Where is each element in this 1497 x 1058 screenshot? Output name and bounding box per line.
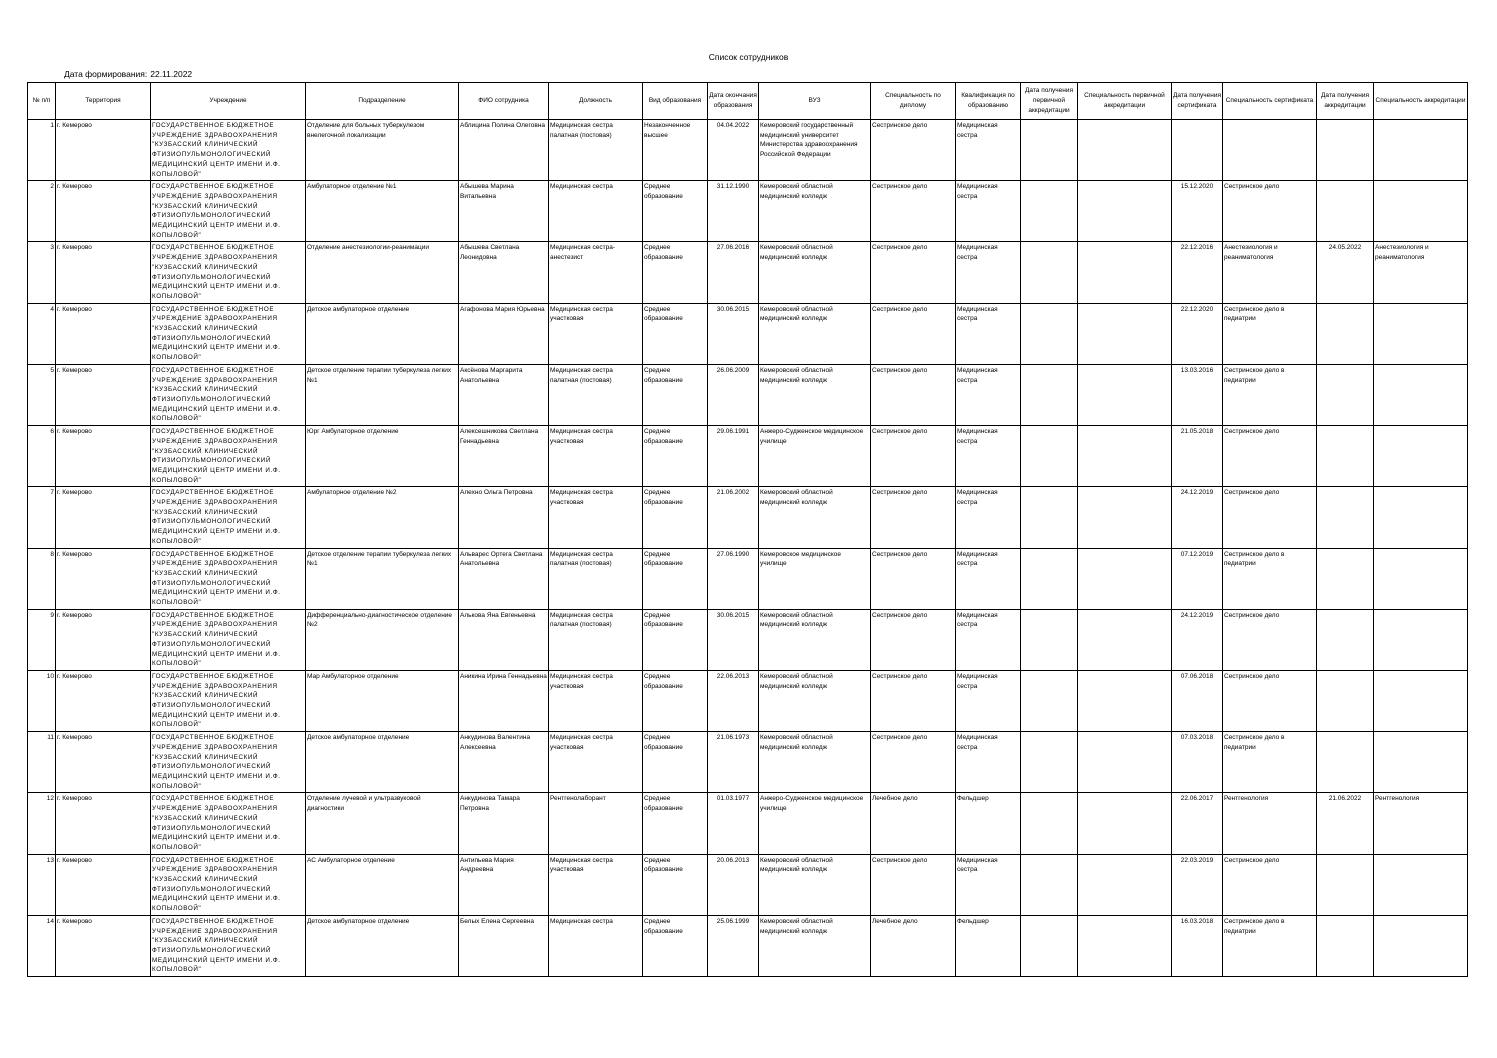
- cell-row-number: 4: [28, 303, 56, 364]
- cell-university: Кемеровский областной медицинский колледж: [759, 242, 871, 303]
- cell-employee-name: Абышева Светлана Леонидовна: [459, 242, 549, 303]
- column-header: № п/п: [28, 83, 56, 120]
- cell-accreditation-specialty: [1374, 670, 1468, 731]
- cell-primary-accreditation-date: [1021, 426, 1078, 487]
- cell-position: Медицинская сестра: [549, 915, 643, 976]
- cell-department: Детское амбулаторное отделение: [306, 732, 459, 793]
- column-header: Подразделение: [306, 83, 459, 120]
- cell-university: Кемеровский областной медицинский колледж: [759, 303, 871, 364]
- cell-primary-accreditation-date: [1021, 120, 1078, 181]
- cell-accreditation-specialty: [1374, 487, 1468, 548]
- cell-university: Кемеровский областной медицинский колледж: [759, 732, 871, 793]
- cell-accreditation-date: 24.05.2022: [1317, 242, 1374, 303]
- cell-territory: г. Кемерово: [56, 670, 151, 731]
- cell-education-type: Среднее образование: [643, 854, 708, 915]
- cell-qualification: Медицинская сестра: [956, 120, 1021, 181]
- cell-education-type: Среднее образование: [643, 732, 708, 793]
- cell-position: Медицинская сестра участковая: [549, 303, 643, 364]
- cell-university: Кемеровский государственный медицинский университет Министерства здравоохранения Российской Федерации: [759, 120, 871, 181]
- column-header: Должность: [549, 83, 643, 120]
- cell-primary-accreditation-date: [1021, 242, 1078, 303]
- cell-institution: ГОСУДАРСТВЕННОЕ БЮДЖЕТНОЕ УЧРЕЖДЕНИЕ ЗДРАВООХРАНЕНИЯ "КУЗБАССКИЙ КЛИНИЧЕСКИЙ ФТИЗИОПУЛЬМОНОЛОГИЧЕСКИЙ МЕДИЦИНСКИЙ ЦЕНТР ИМЕНИ И.Ф. КОПЫЛОВОЙ": [151, 487, 306, 548]
- cell-university: Кемеровский областной медицинский колледж: [759, 609, 871, 670]
- cell-territory: г. Кемерово: [56, 487, 151, 548]
- cell-diploma-specialty: Сестринское дело: [871, 854, 956, 915]
- cell-certificate-date: 24.12.2019: [1172, 487, 1223, 548]
- cell-diploma-specialty: Сестринское дело: [871, 181, 956, 242]
- page-title: Список сотрудников: [708, 52, 789, 62]
- cell-position: Медицинская сестра участковая: [549, 426, 643, 487]
- cell-graduation-date: 25.06.1999: [708, 915, 759, 976]
- column-header: Специальность сертификата: [1223, 83, 1317, 120]
- cell-university: Кемеровский областной медицинский колледж: [759, 915, 871, 976]
- table-row: [28, 915, 1468, 976]
- cell-graduation-date: 20.06.2013: [708, 854, 759, 915]
- cell-primary-accreditation-specialty: [1078, 854, 1172, 915]
- cell-diploma-specialty: Сестринское дело: [871, 732, 956, 793]
- cell-certificate-date: 16.03.2018: [1172, 915, 1223, 976]
- cell-department: Юрг Амбулаторное отделение: [306, 426, 459, 487]
- table-row: [28, 487, 1468, 548]
- cell-education-type: Среднее образование: [643, 426, 708, 487]
- cell-primary-accreditation-date: [1021, 732, 1078, 793]
- cell-primary-accreditation-specialty: [1078, 426, 1172, 487]
- cell-institution: ГОСУДАРСТВЕННОЕ БЮДЖЕТНОЕ УЧРЕЖДЕНИЕ ЗДРАВООХРАНЕНИЯ "КУЗБАССКИЙ КЛИНИЧЕСКИЙ ФТИЗИОПУЛЬМОНОЛОГИЧЕСКИЙ МЕДИЦИНСКИЙ ЦЕНТР ИМЕНИ И.Ф. КОПЫЛОВОЙ": [151, 181, 306, 242]
- cell-accreditation-specialty: [1374, 303, 1468, 364]
- cell-row-number: 7: [28, 487, 56, 548]
- cell-institution: ГОСУДАРСТВЕННОЕ БЮДЖЕТНОЕ УЧРЕЖДЕНИЕ ЗДРАВООХРАНЕНИЯ "КУЗБАССКИЙ КЛИНИЧЕСКИЙ ФТИЗИОПУЛЬМОНОЛОГИЧЕСКИЙ МЕДИЦИНСКИЙ ЦЕНТР ИМЕНИ И.Ф. КОПЫЛОВОЙ": [151, 732, 306, 793]
- cell-graduation-date: 30.06.2015: [708, 303, 759, 364]
- cell-row-number: 5: [28, 364, 56, 425]
- cell-department: Амбулаторное отделение №2: [306, 487, 459, 548]
- cell-accreditation-date: [1317, 548, 1374, 609]
- cell-diploma-specialty: Сестринское дело: [871, 120, 956, 181]
- cell-primary-accreditation-specialty: [1078, 793, 1172, 854]
- cell-education-type: Незаконченное высшее: [643, 120, 708, 181]
- cell-employee-name: Алехно Ольга Петровна: [459, 487, 549, 548]
- cell-row-number: 9: [28, 609, 56, 670]
- table-row: [28, 120, 1468, 181]
- cell-primary-accreditation-date: [1021, 548, 1078, 609]
- cell-employee-name: Антипьева Мария Андреевна: [459, 854, 549, 915]
- cell-primary-accreditation-specialty: [1078, 242, 1172, 303]
- cell-position: Рентгенолаборант: [549, 793, 643, 854]
- cell-territory: г. Кемерово: [56, 303, 151, 364]
- cell-employee-name: Аблицина Полина Олеговна: [459, 120, 549, 181]
- cell-education-type: Среднее образование: [643, 609, 708, 670]
- cell-certificate-specialty: Сестринское дело: [1223, 609, 1317, 670]
- cell-department: Детское амбулаторное отделение: [306, 915, 459, 976]
- cell-certificate-specialty: [1223, 120, 1317, 181]
- cell-diploma-specialty: Лечебное дело: [871, 793, 956, 854]
- cell-accreditation-date: [1317, 854, 1374, 915]
- cell-accreditation-specialty: [1374, 609, 1468, 670]
- column-header: Специальность по диплому: [871, 83, 956, 120]
- cell-territory: г. Кемерово: [56, 854, 151, 915]
- cell-education-type: Среднее образование: [643, 793, 708, 854]
- cell-position: Медицинская сестра участковая: [549, 732, 643, 793]
- cell-diploma-specialty: Сестринское дело: [871, 487, 956, 548]
- cell-qualification: Медицинская сестра: [956, 548, 1021, 609]
- table-row: [28, 670, 1468, 731]
- cell-diploma-specialty: Сестринское дело: [871, 303, 956, 364]
- table-row: [28, 303, 1468, 364]
- cell-department: Амбулаторное отделение №1: [306, 181, 459, 242]
- cell-department: Детское отделение терапии туберкулеза легких №1: [306, 548, 459, 609]
- table-row: [28, 364, 1468, 425]
- cell-position: Медицинская сестра палатная (постовая): [549, 609, 643, 670]
- cell-department: Детское амбулаторное отделение: [306, 303, 459, 364]
- cell-primary-accreditation-specialty: [1078, 181, 1172, 242]
- cell-graduation-date: 04.04.2022: [708, 120, 759, 181]
- cell-certificate-date: 13.03.2016: [1172, 364, 1223, 425]
- cell-primary-accreditation-date: [1021, 487, 1078, 548]
- cell-diploma-specialty: Сестринское дело: [871, 364, 956, 425]
- table-row: [28, 732, 1468, 793]
- report-date-label: Дата формирования:: [64, 69, 148, 79]
- cell-certificate-specialty: Сестринское дело в педиатрии: [1223, 915, 1317, 976]
- cell-primary-accreditation-date: [1021, 854, 1078, 915]
- cell-diploma-specialty: Сестринское дело: [871, 670, 956, 731]
- cell-certificate-date: 22.06.2017: [1172, 793, 1223, 854]
- cell-position: Медицинская сестра: [549, 181, 643, 242]
- column-header: Учреждение: [151, 83, 306, 120]
- column-header: Квалификация по образованию: [956, 83, 1021, 120]
- cell-institution: ГОСУДАРСТВЕННОЕ БЮДЖЕТНОЕ УЧРЕЖДЕНИЕ ЗДРАВООХРАНЕНИЯ "КУЗБАССКИЙ КЛИНИЧЕСКИЙ ФТИЗИОПУЛЬМОНОЛОГИЧЕСКИЙ МЕДИЦИНСКИЙ ЦЕНТР ИМЕНИ И.Ф. КОПЫЛОВОЙ": [151, 303, 306, 364]
- cell-certificate-specialty: Сестринское дело в педиатрии: [1223, 732, 1317, 793]
- cell-accreditation-date: [1317, 609, 1374, 670]
- table-row: [28, 181, 1468, 242]
- cell-university: Кемеровский областной медицинский колледж: [759, 364, 871, 425]
- cell-accreditation-specialty: [1374, 120, 1468, 181]
- cell-accreditation-date: [1317, 915, 1374, 976]
- cell-primary-accreditation-date: [1021, 364, 1078, 425]
- cell-institution: ГОСУДАРСТВЕННОЕ БЮДЖЕТНОЕ УЧРЕЖДЕНИЕ ЗДРАВООХРАНЕНИЯ "КУЗБАССКИЙ КЛИНИЧЕСКИЙ ФТИЗИОПУЛЬМОНОЛОГИЧЕСКИЙ МЕДИЦИНСКИЙ ЦЕНТР ИМЕНИ И.Ф. КОПЫЛОВОЙ": [151, 548, 306, 609]
- cell-certificate-specialty: Сестринское дело: [1223, 426, 1317, 487]
- cell-institution: ГОСУДАРСТВЕННОЕ БЮДЖЕТНОЕ УЧРЕЖДЕНИЕ ЗДРАВООХРАНЕНИЯ "КУЗБАССКИЙ КЛИНИЧЕСКИЙ ФТИЗИОПУЛЬМОНОЛОГИЧЕСКИЙ МЕДИЦИНСКИЙ ЦЕНТР ИМЕНИ И.Ф. КОПЫЛОВОЙ": [151, 120, 306, 181]
- cell-territory: г. Кемерово: [56, 120, 151, 181]
- table-row: [28, 609, 1468, 670]
- cell-institution: ГОСУДАРСТВЕННОЕ БЮДЖЕТНОЕ УЧРЕЖДЕНИЕ ЗДРАВООХРАНЕНИЯ "КУЗБАССКИЙ КЛИНИЧЕСКИЙ ФТИЗИОПУЛЬМОНОЛОГИЧЕСКИЙ МЕДИЦИНСКИЙ ЦЕНТР ИМЕНИ И.Ф. КОПЫЛОВОЙ": [151, 364, 306, 425]
- column-header: Специальность аккредитации: [1374, 83, 1468, 120]
- column-header: Территория: [56, 83, 151, 120]
- cell-territory: г. Кемерово: [56, 242, 151, 303]
- table-row: [28, 793, 1468, 854]
- cell-education-type: Среднее образование: [643, 487, 708, 548]
- cell-primary-accreditation-specialty: [1078, 670, 1172, 731]
- cell-graduation-date: 27.06.2016: [708, 242, 759, 303]
- cell-primary-accreditation-specialty: [1078, 120, 1172, 181]
- cell-territory: г. Кемерово: [56, 426, 151, 487]
- cell-certificate-date: 22.12.2020: [1172, 303, 1223, 364]
- cell-accreditation-date: [1317, 120, 1374, 181]
- cell-territory: г. Кемерово: [56, 181, 151, 242]
- cell-department: Детское отделение терапии туберкулеза легких №1: [306, 364, 459, 425]
- cell-row-number: 8: [28, 548, 56, 609]
- cell-accreditation-specialty: Рентгенология: [1374, 793, 1468, 854]
- cell-university: Кемеровский областной медицинский колледж: [759, 670, 871, 731]
- column-header: Вид образования: [643, 83, 708, 120]
- cell-certificate-specialty: Сестринское дело: [1223, 854, 1317, 915]
- cell-primary-accreditation-specialty: [1078, 732, 1172, 793]
- cell-accreditation-date: [1317, 670, 1374, 731]
- cell-education-type: Среднее образование: [643, 670, 708, 731]
- cell-university: Кемеровский областной медицинский колледж: [759, 854, 871, 915]
- cell-accreditation-specialty: [1374, 426, 1468, 487]
- cell-employee-name: Анкудинова Тамара Петровна: [459, 793, 549, 854]
- employees-table: [27, 82, 1468, 977]
- table-body: [28, 120, 1468, 977]
- cell-employee-name: Белых Елена Сергеевна: [459, 915, 549, 976]
- cell-graduation-date: 21.06.2002: [708, 487, 759, 548]
- cell-accreditation-date: [1317, 732, 1374, 793]
- cell-qualification: Медицинская сестра: [956, 609, 1021, 670]
- cell-education-type: Среднее образование: [643, 915, 708, 976]
- cell-certificate-date: 22.03.2019: [1172, 854, 1223, 915]
- cell-institution: ГОСУДАРСТВЕННОЕ БЮДЖЕТНОЕ УЧРЕЖДЕНИЕ ЗДРАВООХРАНЕНИЯ "КУЗБАССКИЙ КЛИНИЧЕСКИЙ ФТИЗИОПУЛЬМОНОЛОГИЧЕСКИЙ МЕДИЦИНСКИЙ ЦЕНТР ИМЕНИ И.Ф. КОПЫЛОВОЙ": [151, 793, 306, 854]
- cell-institution: ГОСУДАРСТВЕННОЕ БЮДЖЕТНОЕ УЧРЕЖДЕНИЕ ЗДРАВООХРАНЕНИЯ "КУЗБАССКИЙ КЛИНИЧЕСКИЙ ФТИЗИОПУЛЬМОНОЛОГИЧЕСКИЙ МЕДИЦИНСКИЙ ЦЕНТР ИМЕНИ И.Ф. КОПЫЛОВОЙ": [151, 426, 306, 487]
- cell-primary-accreditation-specialty: [1078, 915, 1172, 976]
- cell-employee-name: Аникина Ирина Геннадьевна: [459, 670, 549, 731]
- cell-department: АС Амбулаторное отделение: [306, 854, 459, 915]
- cell-row-number: 6: [28, 426, 56, 487]
- cell-certificate-date: 07.06.2018: [1172, 670, 1223, 731]
- cell-qualification: Фельдшер: [956, 793, 1021, 854]
- cell-diploma-specialty: Сестринское дело: [871, 426, 956, 487]
- cell-certificate-specialty: Сестринское дело в педиатрии: [1223, 548, 1317, 609]
- cell-diploma-specialty: Лечебное дело: [871, 915, 956, 976]
- cell-qualification: Медицинская сестра: [956, 242, 1021, 303]
- cell-education-type: Среднее образование: [643, 548, 708, 609]
- cell-qualification: Медицинская сестра: [956, 487, 1021, 548]
- cell-primary-accreditation-specialty: [1078, 487, 1172, 548]
- cell-row-number: 10: [28, 670, 56, 731]
- cell-graduation-date: 27.06.1990: [708, 548, 759, 609]
- cell-qualification: Медицинская сестра: [956, 670, 1021, 731]
- cell-certificate-date: [1172, 120, 1223, 181]
- cell-education-type: Среднее образование: [643, 242, 708, 303]
- cell-employee-name: Алексешникова Светлана Геннадьевна: [459, 426, 549, 487]
- cell-accreditation-specialty: Анестезиология и реаниматология: [1374, 242, 1468, 303]
- table-header-row: [28, 83, 1468, 120]
- cell-primary-accreditation-specialty: [1078, 364, 1172, 425]
- cell-employee-name: Аксёнова Маргарита Анатольевна: [459, 364, 549, 425]
- cell-certificate-date: 07.03.2018: [1172, 732, 1223, 793]
- cell-department: Отделение анестезиологии-реанимации: [306, 242, 459, 303]
- cell-certificate-specialty: Сестринское дело в педиатрии: [1223, 364, 1317, 425]
- cell-university: Кемеровское медицинское училище: [759, 548, 871, 609]
- cell-accreditation-date: [1317, 303, 1374, 364]
- cell-certificate-date: 22.12.2016: [1172, 242, 1223, 303]
- cell-certificate-specialty: Сестринское дело: [1223, 670, 1317, 731]
- cell-certificate-specialty: Сестринское дело: [1223, 487, 1317, 548]
- cell-department: Отделение для больных туберкулезом внелегочной локализации: [306, 120, 459, 181]
- cell-department: Отделение лучевой и ультразвуковой диагностики: [306, 793, 459, 854]
- cell-position: Медицинская сестра участковая: [549, 670, 643, 731]
- cell-qualification: Медицинская сестра: [956, 732, 1021, 793]
- cell-position: Медицинская сестра участковая: [549, 854, 643, 915]
- cell-university: Кемеровский областной медицинский колледж: [759, 181, 871, 242]
- cell-department: Мар Амбулаторное отделение: [306, 670, 459, 731]
- cell-territory: г. Кемерово: [56, 364, 151, 425]
- cell-primary-accreditation-specialty: [1078, 548, 1172, 609]
- cell-employee-name: Альварес Ортега Светлана Анатольевна: [459, 548, 549, 609]
- cell-primary-accreditation-date: [1021, 181, 1078, 242]
- cell-employee-name: Анкудинова Валентина Алексеевна: [459, 732, 549, 793]
- column-header: Дата получения первичной аккредитации: [1021, 83, 1078, 120]
- cell-department: Дифференциально-диагностическое отделение №2: [306, 609, 459, 670]
- cell-graduation-date: 29.06.1991: [708, 426, 759, 487]
- cell-qualification: Медицинская сестра: [956, 364, 1021, 425]
- cell-education-type: Среднее образование: [643, 364, 708, 425]
- cell-university: Анжеро-Судженское медицинское училище: [759, 793, 871, 854]
- cell-institution: ГОСУДАРСТВЕННОЕ БЮДЖЕТНОЕ УЧРЕЖДЕНИЕ ЗДРАВООХРАНЕНИЯ "КУЗБАССКИЙ КЛИНИЧЕСКИЙ ФТИЗИОПУЛЬМОНОЛОГИЧЕСКИЙ МЕДИЦИНСКИЙ ЦЕНТР ИМЕНИ И.Ф. КОПЫЛОВОЙ": [151, 242, 306, 303]
- cell-certificate-date: 21.05.2018: [1172, 426, 1223, 487]
- cell-primary-accreditation-date: [1021, 793, 1078, 854]
- cell-qualification: Медицинская сестра: [956, 303, 1021, 364]
- cell-diploma-specialty: Сестринское дело: [871, 609, 956, 670]
- cell-position: Медицинская сестра палатная (постовая): [549, 364, 643, 425]
- cell-graduation-date: 30.06.2015: [708, 609, 759, 670]
- cell-primary-accreditation-specialty: [1078, 609, 1172, 670]
- cell-row-number: 3: [28, 242, 56, 303]
- cell-territory: г. Кемерово: [56, 609, 151, 670]
- cell-institution: ГОСУДАРСТВЕННОЕ БЮДЖЕТНОЕ УЧРЕЖДЕНИЕ ЗДРАВООХРАНЕНИЯ "КУЗБАССКИЙ КЛИНИЧЕСКИЙ ФТИЗИОПУЛЬМОНОЛОГИЧЕСКИЙ МЕДИЦИНСКИЙ ЦЕНТР ИМЕНИ И.Ф. КОПЫЛОВОЙ": [151, 609, 306, 670]
- column-header: ФИО сотрудника: [459, 83, 549, 120]
- cell-row-number: 13: [28, 854, 56, 915]
- cell-position: Медицинская сестра палатная (постовая): [549, 548, 643, 609]
- cell-territory: г. Кемерово: [56, 793, 151, 854]
- table-row: [28, 854, 1468, 915]
- cell-diploma-specialty: Сестринское дело: [871, 242, 956, 303]
- column-header: Дата окончания образования: [708, 83, 759, 120]
- cell-university: Кемеровский областной медицинский колледж: [759, 487, 871, 548]
- column-header: ВУЗ: [759, 83, 871, 120]
- cell-row-number: 1: [28, 120, 56, 181]
- cell-primary-accreditation-date: [1021, 670, 1078, 731]
- cell-qualification: Медицинская сестра: [956, 426, 1021, 487]
- cell-education-type: Среднее образование: [643, 181, 708, 242]
- report-date: [64, 69, 192, 79]
- cell-institution: ГОСУДАРСТВЕННОЕ БЮДЖЕТНОЕ УЧРЕЖДЕНИЕ ЗДРАВООХРАНЕНИЯ "КУЗБАССКИЙ КЛИНИЧЕСКИЙ ФТИЗИОПУЛЬМОНОЛОГИЧЕСКИЙ МЕДИЦИНСКИЙ ЦЕНТР ИМЕНИ И.Ф. КОПЫЛОВОЙ": [151, 670, 306, 731]
- cell-accreditation-specialty: [1374, 732, 1468, 793]
- cell-accreditation-date: 21.06.2022: [1317, 793, 1374, 854]
- cell-institution: ГОСУДАРСТВЕННОЕ БЮДЖЕТНОЕ УЧРЕЖДЕНИЕ ЗДРАВООХРАНЕНИЯ "КУЗБАССКИЙ КЛИНИЧЕСКИЙ ФТИЗИОПУЛЬМОНОЛОГИЧЕСКИЙ МЕДИЦИНСКИЙ ЦЕНТР ИМЕНИ И.Ф. КОПЫЛОВОЙ": [151, 854, 306, 915]
- cell-primary-accreditation-date: [1021, 303, 1078, 364]
- cell-accreditation-specialty: [1374, 548, 1468, 609]
- cell-territory: г. Кемерово: [56, 732, 151, 793]
- cell-primary-accreditation-date: [1021, 609, 1078, 670]
- cell-accreditation-date: [1317, 181, 1374, 242]
- cell-row-number: 12: [28, 793, 56, 854]
- cell-employee-name: Агафонова Мария Юрьевна: [459, 303, 549, 364]
- cell-employee-name: Абышева Марина Витальевна: [459, 181, 549, 242]
- cell-row-number: 2: [28, 181, 56, 242]
- table-row: [28, 242, 1468, 303]
- cell-certificate-specialty: Рентгенология: [1223, 793, 1317, 854]
- cell-certificate-date: 24.12.2019: [1172, 609, 1223, 670]
- cell-accreditation-specialty: [1374, 364, 1468, 425]
- cell-row-number: 11: [28, 732, 56, 793]
- cell-diploma-specialty: Сестринское дело: [871, 548, 956, 609]
- cell-institution: ГОСУДАРСТВЕННОЕ БЮДЖЕТНОЕ УЧРЕЖДЕНИЕ ЗДРАВООХРАНЕНИЯ "КУЗБАССКИЙ КЛИНИЧЕСКИЙ ФТИЗИОПУЛЬМОНОЛОГИЧЕСКИЙ МЕДИЦИНСКИЙ ЦЕНТР ИМЕНИ И.Ф. КОПЫЛОВОЙ": [151, 915, 306, 976]
- cell-graduation-date: 31.12.1990: [708, 181, 759, 242]
- cell-territory: г. Кемерово: [56, 548, 151, 609]
- cell-graduation-date: 21.06.1973: [708, 732, 759, 793]
- cell-position: Медицинская сестра-анестезист: [549, 242, 643, 303]
- report-date-value: 22.11.2022: [150, 69, 193, 79]
- cell-accreditation-date: [1317, 487, 1374, 548]
- cell-certificate-date: 07.12.2019: [1172, 548, 1223, 609]
- cell-certificate-specialty: Сестринское дело в педиатрии: [1223, 303, 1317, 364]
- cell-accreditation-specialty: [1374, 854, 1468, 915]
- cell-graduation-date: 01.03.1977: [708, 793, 759, 854]
- column-header: Дата получения сертификата: [1172, 83, 1223, 120]
- cell-graduation-date: 26.06.2009: [708, 364, 759, 425]
- cell-position: Медицинская сестра палатная (постовая): [549, 120, 643, 181]
- cell-accreditation-date: [1317, 364, 1374, 425]
- column-header: Дата получения аккредитации: [1317, 83, 1374, 120]
- cell-primary-accreditation-specialty: [1078, 303, 1172, 364]
- cell-row-number: 14: [28, 915, 56, 976]
- cell-graduation-date: 22.06.2013: [708, 670, 759, 731]
- cell-university: Анжеро-Судженское медицинское училище: [759, 426, 871, 487]
- cell-certificate-specialty: Сестринское дело: [1223, 181, 1317, 242]
- cell-employee-name: Алькова Яна Евгеньевна: [459, 609, 549, 670]
- cell-position: Медицинская сестра участковая: [549, 487, 643, 548]
- cell-primary-accreditation-date: [1021, 915, 1078, 976]
- cell-qualification: Медицинская сестра: [956, 181, 1021, 242]
- cell-territory: г. Кемерово: [56, 915, 151, 976]
- cell-certificate-date: 15.12.2020: [1172, 181, 1223, 242]
- cell-qualification: Медицинская сестра: [956, 854, 1021, 915]
- cell-accreditation-date: [1317, 426, 1374, 487]
- cell-qualification: Фельдшер: [956, 915, 1021, 976]
- cell-accreditation-specialty: [1374, 915, 1468, 976]
- column-header: Специальность первичной аккредитации: [1078, 83, 1172, 120]
- cell-education-type: Среднее образование: [643, 303, 708, 364]
- table-row: [28, 548, 1468, 609]
- table-row: [28, 426, 1468, 487]
- cell-accreditation-specialty: [1374, 181, 1468, 242]
- cell-certificate-specialty: Анестезиология и реаниматология: [1223, 242, 1317, 303]
